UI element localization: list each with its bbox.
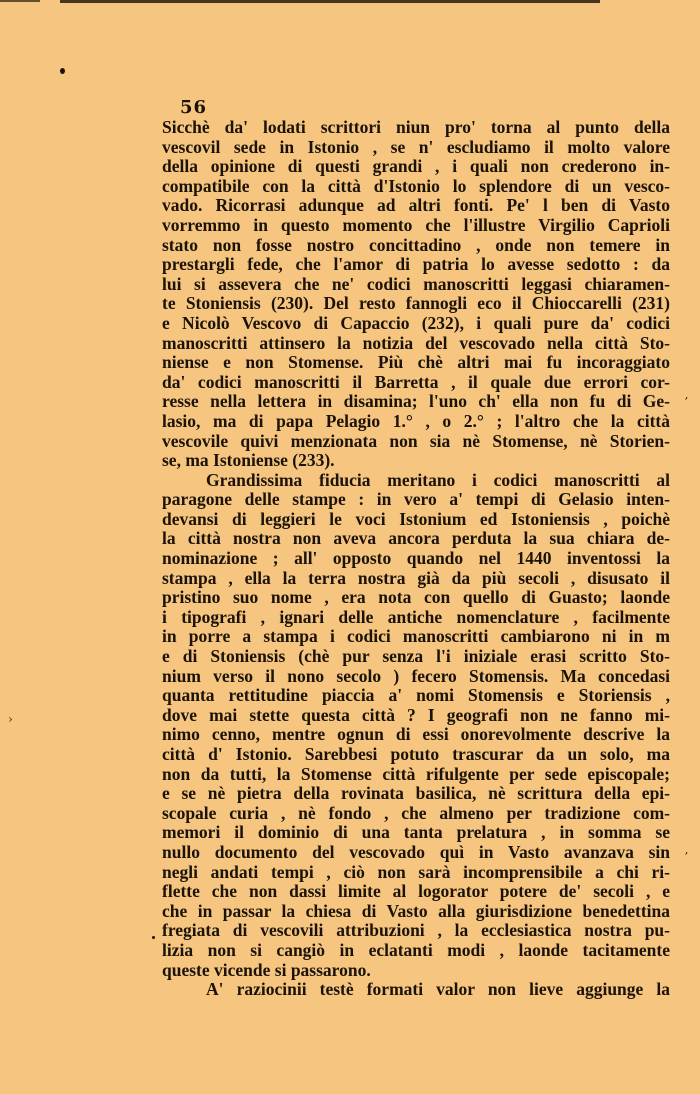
text-line: flette che non dassi limite al logorator potere de' secoli , e	[162, 882, 670, 902]
text-line: lizia non si cangiò in eclatanti modi , laonde tacitamente	[162, 940, 670, 960]
scan-corner-mark	[0, 0, 40, 2]
text-line: memori il dominio di una tanta prelatura , in somma se	[162, 823, 670, 843]
text-line: città d' Istonio. Sarebbesi potuto trascurar da un solo, ma	[162, 745, 670, 764]
text-line: e se nè pietra della rovinata basilica, nè scrittura della epi-	[162, 784, 670, 804]
body-text	[162, 118, 670, 1000]
text-line: non da tutti, la Stomense città rifulgente per sede episcopale;	[162, 764, 670, 784]
text-line: stampa , ella la terra nostra già da più secoli , disusato il	[162, 568, 670, 588]
page-number: 56	[180, 97, 208, 118]
text-line: resse nella lettera in disamina; l'uno ch' ella non fu di Ge-	[162, 392, 670, 412]
text-line: nimo cenno, mentre ognun di essi onorevolmente descrive la	[162, 725, 670, 745]
text-line: Grandissima fiducia meritano i codici manoscritti al	[206, 470, 670, 490]
text-line: paragone delle stampe : in vero a' tempi di Gelasio inten-	[162, 490, 670, 510]
text-line: compatibile con la città d'Istonio lo splendore di un vesco-	[162, 176, 670, 196]
text-line: pristino suo nome , era nota con quello di Guasto; laonde	[162, 588, 670, 608]
text-line: prestargli fede, che l'amor di patria lo avesse sedotto : da	[162, 255, 670, 275]
text-line: A' raziocinii testè formati valor non lieve aggiunge la	[206, 980, 670, 1000]
margin-mark: ʼ	[684, 395, 688, 409]
text-line: la città nostra non aveva ancora perduta la sua chiara de-	[162, 529, 670, 549]
text-line: che in passar la chiesa di Vasto alla giurisdizione benedettina	[162, 901, 670, 921]
text-line: nium verso il nono secolo ) fecero Stomensis. Ma concedasi	[162, 666, 670, 686]
text-line: della opinione di questi grandi , i quali non crederono in-	[162, 157, 670, 177]
text-line: te Stoniensis (230). Del resto fannogli eco il Chioccarelli (231)	[162, 294, 670, 314]
ink-spot	[152, 936, 155, 939]
text-line: vado. Ricorrasi adunque ad altri fonti. Pe' l ben di Vasto	[162, 196, 670, 216]
text-line: nominazione ; all' opposto quando nel 1440 inventossi la	[162, 549, 670, 569]
text-line: manoscritti attinsero la notizia del vescovado nella città Sto-	[162, 333, 670, 353]
margin-mark: ›	[8, 712, 13, 726]
text-line: vescovile quivi menzionata non sia nè Stomense, nè Storien-	[162, 431, 670, 451]
text-line: quanta rettitudine piaccia a' nomi Stomensis e Storiensis ,	[162, 686, 670, 706]
ink-spot	[60, 68, 65, 74]
text-line: da' codici manoscritti il Barretta , il quale due errori cor-	[162, 372, 670, 392]
text-line: negli andati tempi , ciò non sarà incomprensibile a chi ri-	[162, 862, 670, 882]
text-line: e di Stoniensis (chè pur senza l'i iniziale erasi scritto Sto-	[162, 647, 670, 667]
text-line: queste vicende si passarono.	[162, 960, 371, 980]
text-line: e Nicolò Vescovo di Capaccio (232), i quali pure da' codici	[162, 313, 670, 333]
text-line: lasio, ma di papa Pelagio 1.° , o 2.° ; l'altro che la città	[162, 411, 670, 431]
text-line: Sicchè da' lodati scrittori niun pro' torna al punto della	[162, 118, 670, 137]
text-line: nullo documento del vescovado quì in Vasto avanzava sin	[162, 842, 670, 862]
text-line: vescovil sede in Istonio , se n' escludiamo il molto valore	[162, 137, 670, 157]
text-line: i tipografi , ignari delle antiche nomenclature , facilmente	[162, 607, 670, 627]
text-line: stato non fosse nostro concittadino , onde non temere in	[162, 235, 670, 255]
text-line: devansi di leggieri le voci Istonium ed Istoniensis , poichè	[162, 509, 670, 529]
text-line: in porre a stampa i codici manoscritti cambiarono ni in m	[162, 627, 670, 647]
text-line: se, ma Istoniense (233).	[162, 451, 335, 471]
text-line: fregiata di vescovili attribuzioni , la ecclesiastica nostra pu-	[162, 921, 670, 941]
scan-top-edge	[60, 0, 600, 3]
text-line: scopale curia , nè fondo , che almeno per tradizione com-	[162, 803, 670, 823]
text-line: lui si assevera che ne' codici manoscritti leggasi chiaramen-	[162, 274, 670, 294]
text-line: vorremmo in questo momento che l'illustre Virgilio Caprioli	[162, 215, 670, 235]
text-line: niense e non Stomense. Più chè altri mai fu incoraggiato	[162, 353, 670, 373]
text-line: dove mai stette questa città ? I geografi non ne fanno mi-	[162, 705, 670, 725]
margin-mark: ʼ	[684, 850, 688, 864]
